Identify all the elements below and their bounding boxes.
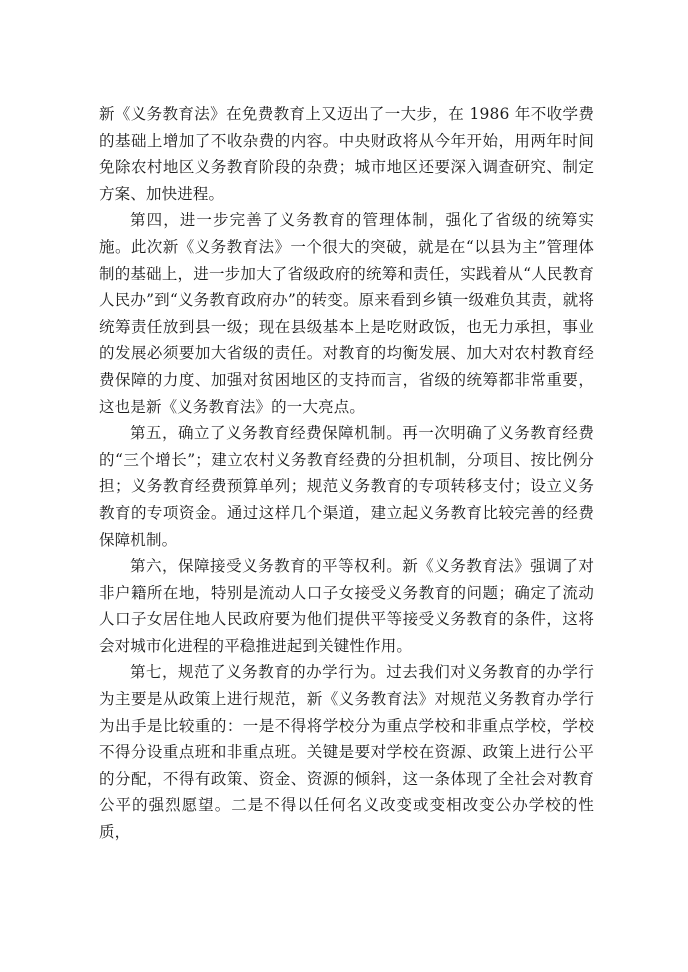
paragraph-fifth-point: 第五，确立了义务教育经费保障机制。再一次明确了义务教育经费的“三个增长”；建立农村义务教育经费的分担机制，分项目、按比例分担；义务教育经费预算单列；规范义务教育的专项转移支付；设立义务教育的专项资金。通过这样几个渠道，建立起义务教育比较完善的经费保障机制。: [99, 424, 594, 549]
paragraph-continuation: 新《义务教育法》在免费教育上又迈出了一大步，在 1986 年不收学费的基础上增加了不收杂费的内容。中央财政将从今年开始，用两年时间免除农村地区义务教育阶段的杂费；城市地区还要深入调查研究、制定方案、加快进程。: [99, 105, 594, 203]
paragraph-seventh-point: 第七，规范了义务教育的办学行为。过去我们对义务教育的办学行为主要是从政策上进行规范，新《义务教育法》对规范义务教育办学行为出手是比较重的：一是不得将学校分为重点学校和非重点学校，学校不得分设重点班和非重点班。关键是要对学校在资源、政策上进行公平的分配，不得有政策、资金、资源的倾斜，这一条体现了全社会对教育公平的强烈愿望。二是不得以任何名义改变或变相改变公办学校的性质，: [99, 663, 594, 842]
paragraph-sixth-point: 第六，保障接受义务教育的平等权利。新《义务教育法》强调了对非户籍所在地，特别是流动人口子女接受义务教育的问题；确定了流动人口子女居住地人民政府要为他们提供平等接受义务教育的条件，这将会对城市化进程的平稳推进起到关键性作用。: [99, 557, 594, 655]
paragraph-fourth-point: 第四，进一步完善了义务教育的管理体制，强化了省级的统筹实施。此次新《义务教育法》一个很大的突破，就是在“以县为主”管理体制的基础上，进一步加大了省级政府的统筹和责任，实践着从“人民教育人民办”到“义务教育政府办”的转变。原来看到乡镇一级难负其责，就将统筹责任放到县一级；现在县级基本上是吃财政饭，也无力承担，事业的发展必须要加大省级的责任。对教育的均衡发展、加大对农村教育经费保障的力度、加强对贫困地区的支持而言，省级的统筹都非常重要，这也是新《义务教育法》的一大亮点。: [99, 211, 594, 416]
body-text: [99, 101, 594, 846]
